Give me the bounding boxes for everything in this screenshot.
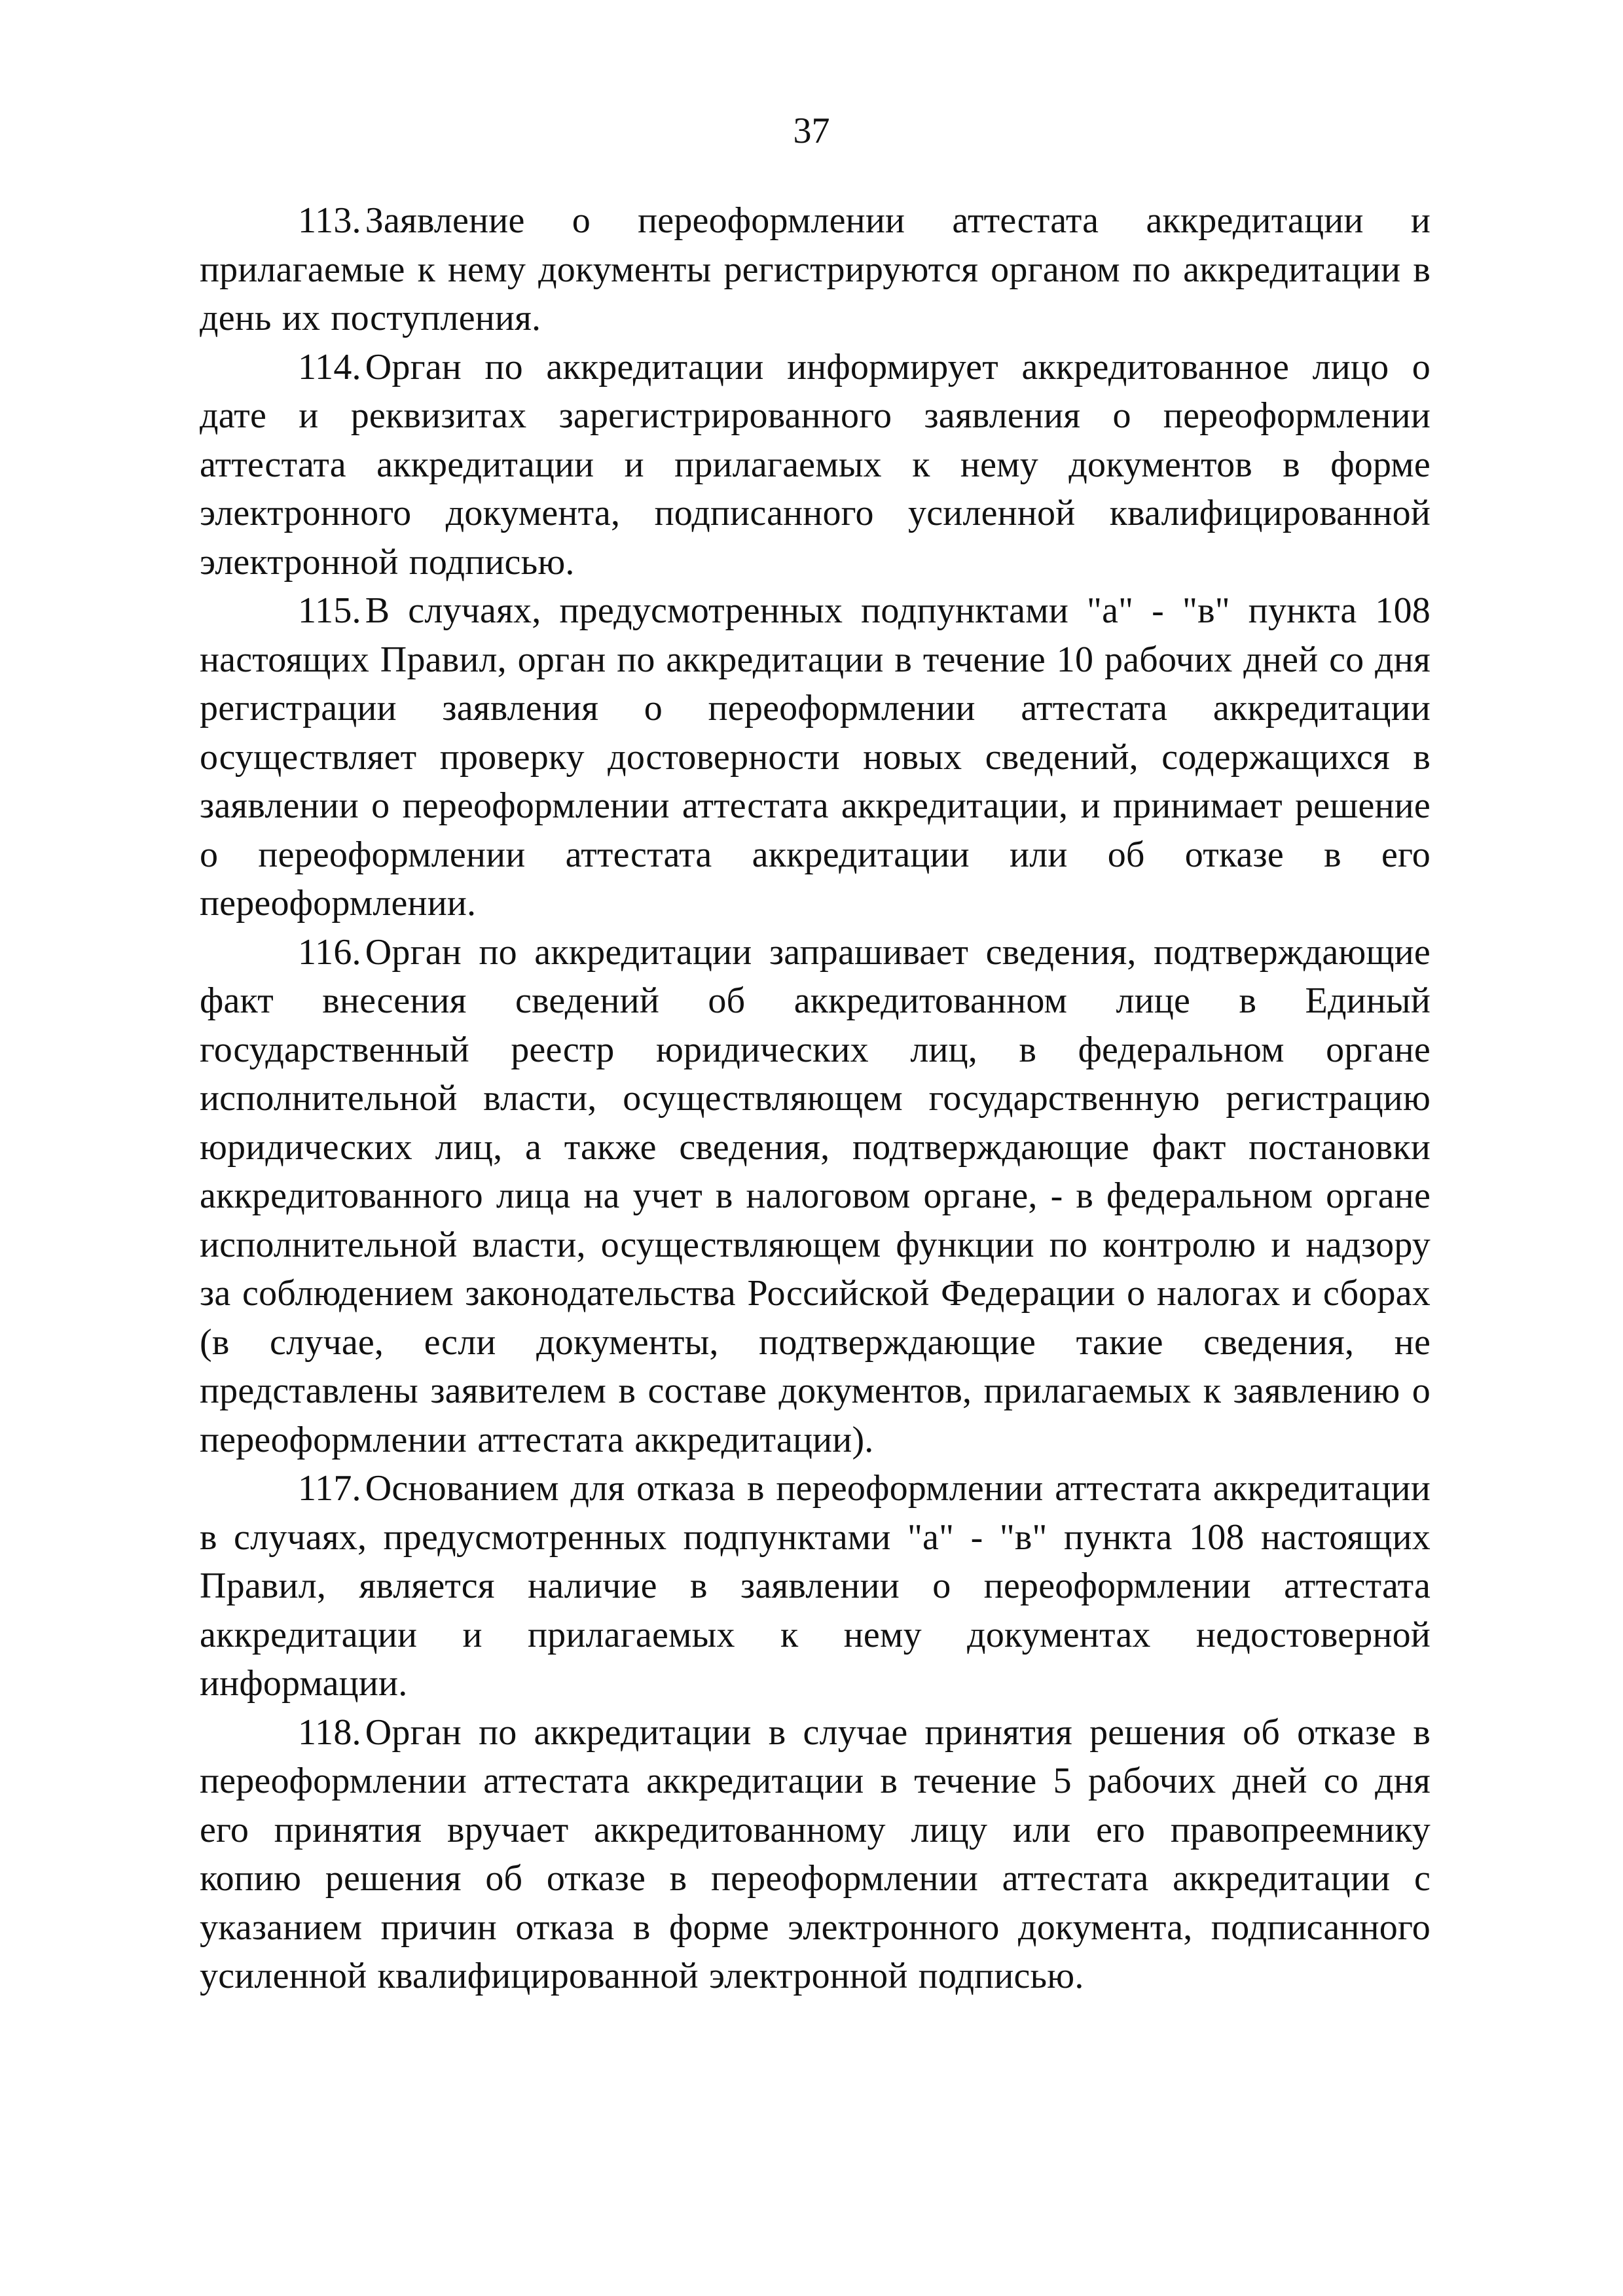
document-body (200, 196, 1431, 2001)
paragraph-number: 116. (298, 931, 361, 973)
paragraph-114 (200, 343, 1431, 587)
paragraph-text: В случаях, предусмотренных подпунктами "а" - "в" пункта 108 настоящих Правил, орган по аккредитации в течение 10 рабочих дней со дня регистрации заявления о переоформлении аттестата аккредитации осуществляет проверку достоверности новых сведений, содержащихся в заявлении о переоформлении аттестата аккредитации, и принимает решение о переоформлении аттестата аккредитации или об отказе в его переоформлении. (200, 590, 1431, 924)
paragraph-118 (200, 1708, 1431, 2001)
paragraph-number: 114. (298, 346, 361, 387)
paragraph-text: Заявление о переоформлении аттестата аккредитации и прилагаемые к нему документы регистрируются органом по аккредитации в день их поступления. (200, 200, 1431, 338)
paragraph-116 (200, 928, 1431, 1465)
page-number: 37 (793, 111, 830, 151)
paragraph-number: 118. (298, 1712, 361, 1753)
paragraph-113 (200, 196, 1431, 343)
paragraph-117 (200, 1464, 1431, 1708)
paragraph-text: Орган по аккредитации информирует аккредитованное лицо о дате и реквизитах зарегистрированного заявления о переоформлении аттестата аккредитации и прилагаемых к нему документов в форме электронного документа, подписанного усиленной квалифицированной электронной подписью. (200, 346, 1431, 583)
paragraph-115 (200, 586, 1431, 928)
paragraph-number: 117. (298, 1468, 361, 1509)
paragraph-text: Орган по аккредитации запрашивает сведения, подтверждающие факт внесения сведений об аккредитованном лице в Единый государственный реестр юридических лиц, в федеральном органе исполнительной власти, осуществляющем государственную регистрацию юридических лиц, а также сведения, подтверждающие факт постановки аккредитованного лица на учет в налоговом органе, - в федеральном органе исполнительной власти, осуществляющем функции по контролю и надзору за соблюдением законодательства Российской Федерации о налогах и сборах (в случае, если документы, подтверждающие такие сведения, не представлены заявителем в составе документов, прилагаемых к заявлению о переоформлении аттестата аккредитации). (200, 931, 1431, 1460)
paragraph-number: 115. (298, 590, 361, 631)
paragraph-number: 113. (298, 200, 361, 241)
paragraph-text: Орган по аккредитации в случае принятия решения об отказе в переоформлении аттестата аккредитации в течение 5 рабочих дней со дня его принятия вручает аккредитованному лицу или его правопреемнику копию решения об отказе в переоформлении аттестата аккредитации с указанием причин отказа в форме электронного документа, подписанного усиленной квалифицированной электронной подписью. (200, 1712, 1431, 1996)
paragraph-text: Основанием для отказа в переоформлении аттестата аккредитации в случаях, предусмотренных подпунктами "а" - "в" пункта 108 настоящих Правил, является наличие в заявлении о переоформлении аттестата аккредитации и прилагаемых к нему документах недостоверной информации. (200, 1468, 1431, 1704)
